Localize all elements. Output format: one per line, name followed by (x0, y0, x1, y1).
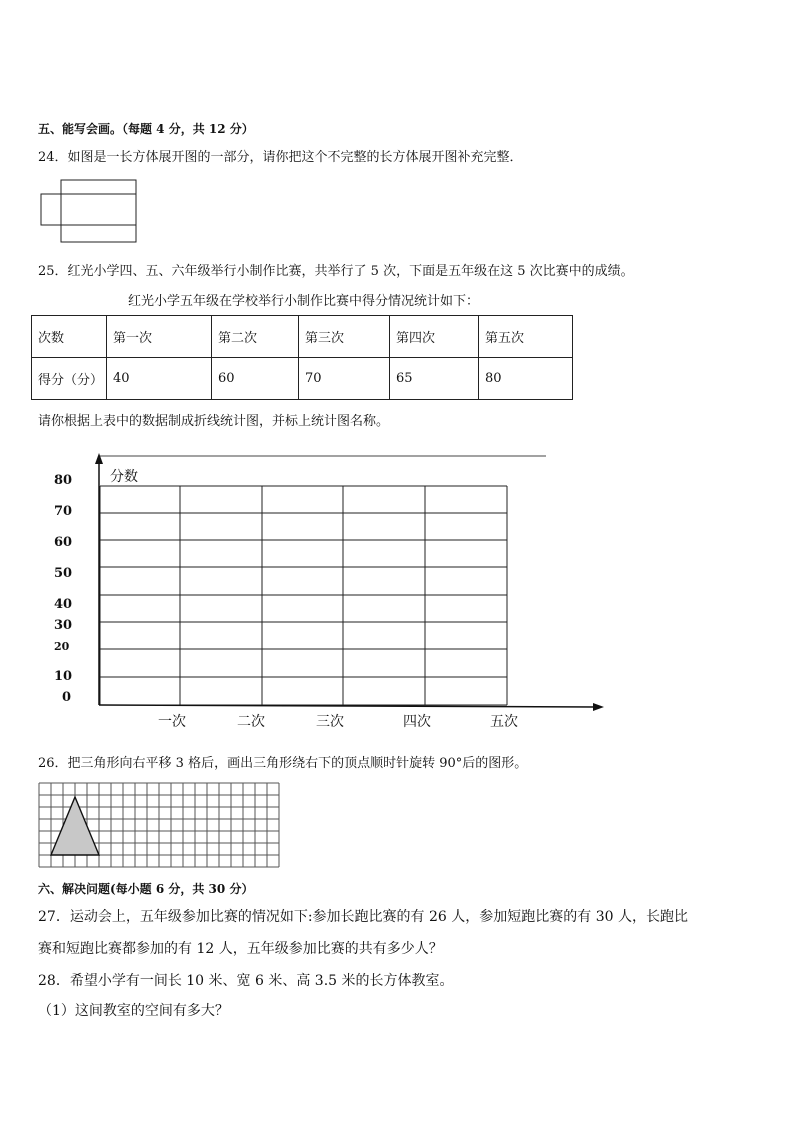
section-5-title: 五、能写会画。（每题 4 分，共 12 分） (38, 122, 254, 136)
y-tick-label: 10 (54, 669, 73, 684)
table-cell: 第三次 (299, 316, 390, 358)
x-axis-arrow (593, 703, 604, 711)
table-cell: 70 (299, 358, 390, 400)
y-tick-label: 40 (54, 597, 73, 612)
chart-instruction: 请你根据上表中的数据制成折线统计图，并标上统计图名称。 (38, 414, 390, 429)
table-cell: 次数 (32, 316, 107, 358)
y-axis-arrow (95, 453, 103, 464)
score-table (31, 315, 573, 400)
x-tick-label: 四次 (403, 714, 431, 730)
question-26-text: 26．把三角形向右平移 3 格后，画出三角形绕右下的顶点顺时针旋转 90°后的图形。 (38, 756, 528, 771)
shaded-triangle (51, 797, 99, 855)
y-tick-label: 50 (54, 566, 73, 581)
table-row (32, 358, 573, 400)
table-caption: 红光小学五年级在学校举行小制作比赛中得分情况统计如下： (128, 294, 480, 309)
chart-y-label: 分数 (110, 469, 138, 485)
triangle-grid-figure (38, 781, 282, 873)
table-cell: 第一次 (107, 316, 212, 358)
question-25-text: 25．红光小学四、五、六年级举行小制作比赛，共举行了 5 次，下面是五年级在这 5 次比赛中的成绩。 (38, 264, 634, 279)
x-axis (99, 705, 596, 707)
table-header-row (32, 316, 573, 358)
table-cell: 60 (212, 358, 299, 400)
x-tick-label: 三次 (316, 714, 344, 730)
question-28-sub1: （1）这间教室的空间有多大？ (38, 1003, 229, 1019)
y-tick-label: 80 (54, 473, 73, 488)
question-24-text: 24．如图是一长方体展开图的一部分，请你把这个不完整的长方体展开图补充完整． (38, 150, 523, 165)
x-tick-label: 二次 (237, 714, 265, 730)
y-tick-label: 20 (54, 640, 70, 653)
y-tick-label: 60 (54, 535, 73, 550)
table-cell: 第五次 (479, 316, 573, 358)
table-cell: 40 (107, 358, 212, 400)
section-6-title: 六、解决问题(每小题 6 分，共 30 分） (38, 882, 254, 896)
x-tick-label: 五次 (490, 714, 518, 730)
question-27-line2: 赛和短跑比赛都参加的有 12 人，五年级参加比赛的共有多少人？ (38, 941, 443, 957)
table-cell: 第二次 (212, 316, 299, 358)
table-cell: 第四次 (390, 316, 479, 358)
question-28-text: 28．希望小学有一间长 10 米、宽 6 米、高 3.5 米的长方体教室。 (38, 973, 454, 989)
y-tick-label: 30 (54, 618, 73, 633)
table-cell: 65 (390, 358, 479, 400)
y-tick-label: 0 (62, 690, 72, 705)
question-27-line1: 27．运动会上，五年级参加比赛的情况如下:参加长跑比赛的有 26 人，参加短跑比赛的有 30 人，长跑比 (38, 909, 688, 925)
table-cell: 得分（分） (32, 358, 107, 400)
y-tick-label: 70 (54, 504, 73, 519)
cuboid-net-figure (38, 178, 140, 246)
table-cell: 80 (479, 358, 573, 400)
x-tick-label: 一次 (158, 714, 186, 730)
